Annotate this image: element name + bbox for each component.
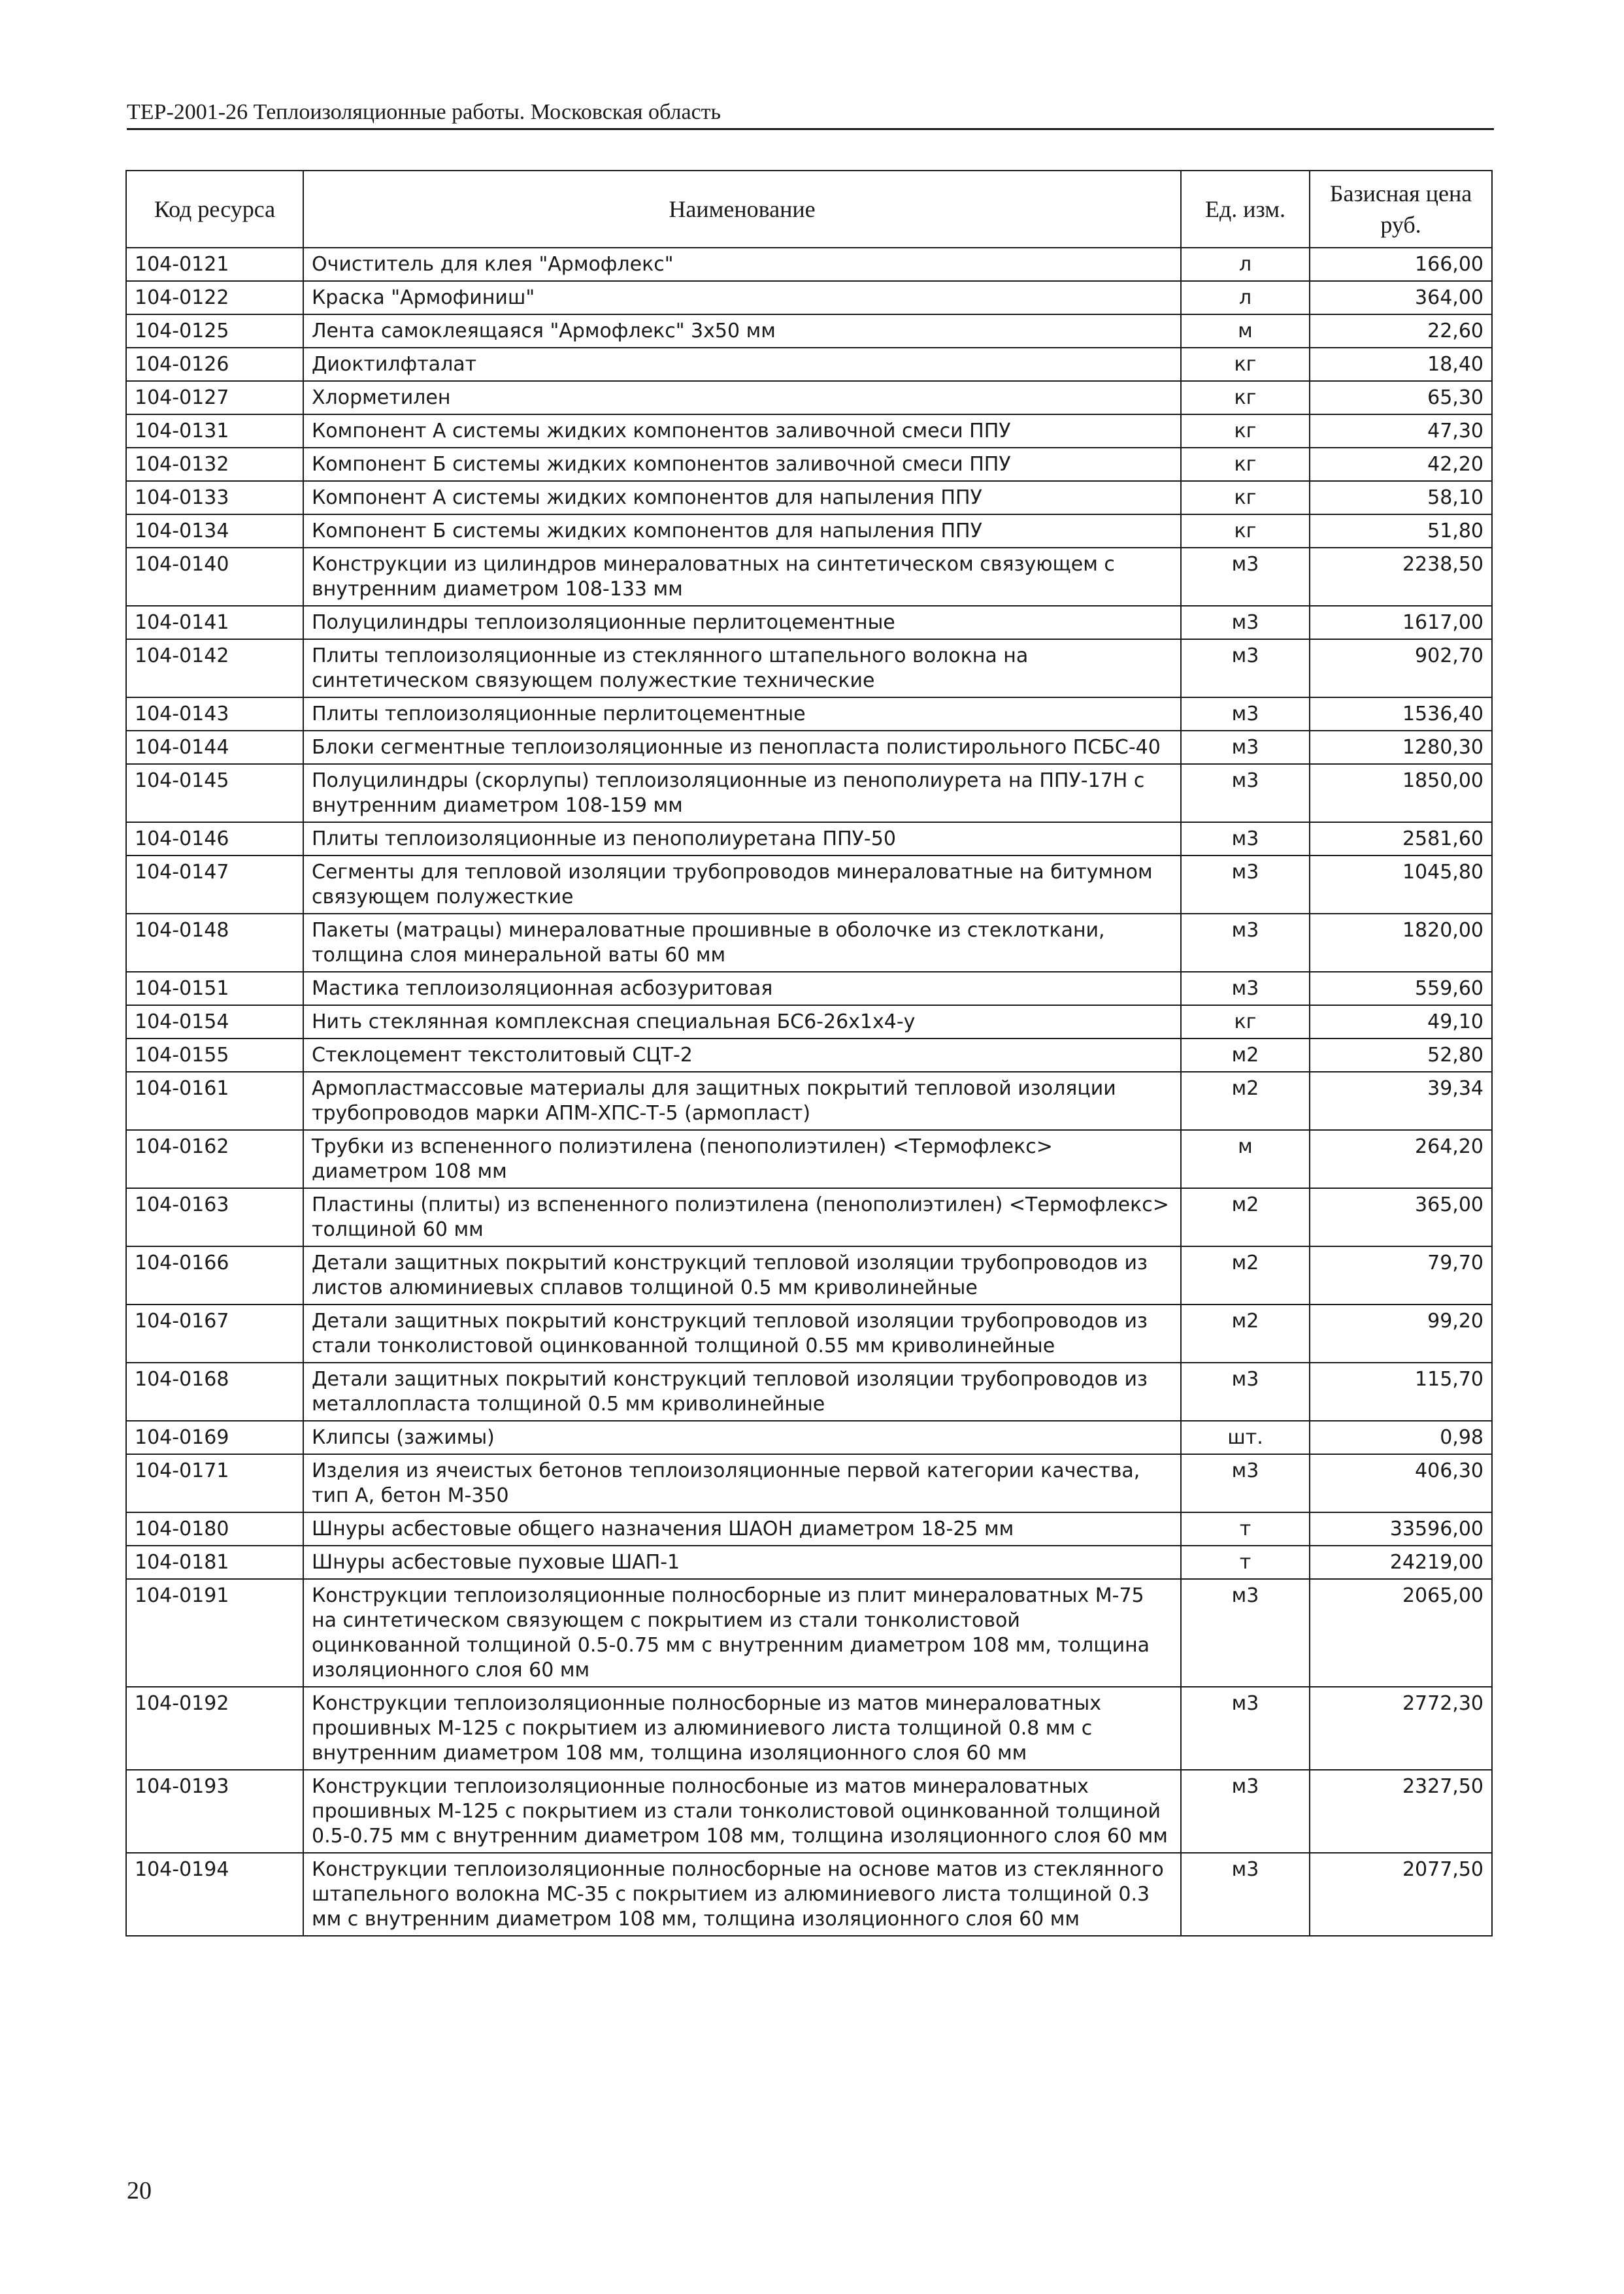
price-cell: 1617,00 [1310, 606, 1492, 639]
resource-code-cell: 104-0180 [126, 1512, 303, 1546]
page-header [127, 99, 1494, 130]
price-cell: 365,00 [1310, 1188, 1492, 1246]
table-row [126, 248, 1492, 281]
resource-name-cell: Трубки из вспененного полиэтилена (пенополиэтилен) <Термофлекс> диаметром 108 мм [303, 1130, 1181, 1188]
table-row [126, 1770, 1492, 1853]
unit-cell: кг [1181, 448, 1310, 481]
resource-name-cell: Детали защитных покрытий конструкций тепловой изоляции трубопроводов из листов алюминиевых сплавов толщиной 0.5 мм криволинейные [303, 1246, 1181, 1305]
price-cell: 902,70 [1310, 639, 1492, 697]
document-title: ТЕР-2001-26 Теплоизоляционные работы. Московская область [127, 100, 721, 124]
resource-code-cell: 104-0140 [126, 548, 303, 606]
table-row [126, 1853, 1492, 1936]
resource-name-cell: Очиститель для клея "Армофлекс" [303, 248, 1181, 281]
column-header-price: Базисная цена руб. [1310, 171, 1492, 248]
resource-code-cell: 104-0146 [126, 822, 303, 856]
unit-cell: кг [1181, 1005, 1310, 1039]
table-row [126, 1454, 1492, 1512]
column-header-unit: Ед. изм. [1181, 171, 1310, 248]
unit-cell: м3 [1181, 1770, 1310, 1853]
resource-code-cell: 104-0161 [126, 1072, 303, 1130]
resource-name-cell: Полуцилиндры (скорлупы) теплоизоляционные из пенополиурета на ППУ-17Н с внутренним диаметром 108-159 мм [303, 764, 1181, 822]
unit-cell: м3 [1181, 972, 1310, 1005]
resource-code-cell: 104-0192 [126, 1687, 303, 1770]
unit-cell: м2 [1181, 1246, 1310, 1305]
resource-name-cell: Компонент Б системы жидких компонентов для напыления ППУ [303, 514, 1181, 548]
resource-code-cell: 104-0141 [126, 606, 303, 639]
price-cell: 51,80 [1310, 514, 1492, 548]
table-row [126, 731, 1492, 764]
price-cell: 166,00 [1310, 248, 1492, 281]
table-row [126, 639, 1492, 697]
unit-cell: шт. [1181, 1421, 1310, 1454]
resource-name-cell: Конструкции теплоизоляционные полносборные из плит минераловатных М-75 на синтетическом связующем с покрытием из стали тонколистовой оцинкованной толщиной 0.5-0.75 мм с внутренним диаметром 108 мм, толщина изоляционного слоя 60 мм [303, 1579, 1181, 1687]
resource-code-cell: 104-0126 [126, 348, 303, 381]
unit-cell: м2 [1181, 1188, 1310, 1246]
table-row [126, 1687, 1492, 1770]
resource-name-cell: Нить стеклянная комплексная специальная БС6-26х1х4-у [303, 1005, 1181, 1039]
table-row [126, 606, 1492, 639]
table-row [126, 281, 1492, 314]
price-cell: 115,70 [1310, 1363, 1492, 1421]
unit-cell: м3 [1181, 914, 1310, 972]
unit-cell: м2 [1181, 1039, 1310, 1072]
unit-cell: т [1181, 1512, 1310, 1546]
price-cell: 0,98 [1310, 1421, 1492, 1454]
unit-cell: м3 [1181, 697, 1310, 731]
column-header-code: Код ресурса [126, 171, 303, 248]
price-cell: 559,60 [1310, 972, 1492, 1005]
price-cell: 39,34 [1310, 1072, 1492, 1130]
resource-name-cell: Плиты теплоизоляционные перлитоцементные [303, 697, 1181, 731]
table-row [126, 1130, 1492, 1188]
page-number: 20 [127, 2177, 152, 2204]
unit-cell: м2 [1181, 1072, 1310, 1130]
resource-name-cell: Лента самоклеящаяся "Армофлекс" 3х50 мм [303, 314, 1181, 348]
resource-name-cell: Конструкции теплоизоляционные полносбоные из матов минераловатных прошивных М-125 с покрытием из стали тонколистовой оцинкованной толщиной 0.5-0.75 мм с внутренним диаметром 108 мм, толщина изоляционного слоя 60 мм [303, 1770, 1181, 1853]
resource-name-cell: Мастика теплоизоляционная асбозуритовая [303, 972, 1181, 1005]
resource-code-cell: 104-0122 [126, 281, 303, 314]
resource-code-cell: 104-0148 [126, 914, 303, 972]
table-row [126, 1421, 1492, 1454]
price-cell: 22,60 [1310, 314, 1492, 348]
price-cell: 52,80 [1310, 1039, 1492, 1072]
resource-name-cell: Шнуры асбестовые пуховые ШАП-1 [303, 1546, 1181, 1579]
table-row [126, 448, 1492, 481]
price-cell: 24219,00 [1310, 1546, 1492, 1579]
price-cell: 99,20 [1310, 1305, 1492, 1363]
table-row [126, 1039, 1492, 1072]
unit-cell: м3 [1181, 764, 1310, 822]
table-row [126, 764, 1492, 822]
table-row [126, 314, 1492, 348]
resource-name-cell: Изделия из ячеистых бетонов теплоизоляционные первой категории качества, тип А, бетон М-350 [303, 1454, 1181, 1512]
unit-cell: м3 [1181, 1454, 1310, 1512]
resource-code-cell: 104-0147 [126, 856, 303, 914]
price-cell: 58,10 [1310, 481, 1492, 514]
resource-code-cell: 104-0121 [126, 248, 303, 281]
price-cell: 33596,00 [1310, 1512, 1492, 1546]
resource-code-cell: 104-0166 [126, 1246, 303, 1305]
resource-code-cell: 104-0154 [126, 1005, 303, 1039]
price-cell: 1045,80 [1310, 856, 1492, 914]
resource-name-cell: Шнуры асбестовые общего назначения ШАОН диаметром 18-25 мм [303, 1512, 1181, 1546]
resource-code-cell: 104-0181 [126, 1546, 303, 1579]
unit-cell: м [1181, 1130, 1310, 1188]
resource-code-cell: 104-0162 [126, 1130, 303, 1188]
unit-cell: м3 [1181, 1853, 1310, 1936]
table-row [126, 1188, 1492, 1246]
unit-cell: л [1181, 248, 1310, 281]
resource-code-cell: 104-0131 [126, 414, 303, 448]
price-cell: 1536,40 [1310, 697, 1492, 731]
unit-cell: м3 [1181, 606, 1310, 639]
price-cell: 1280,30 [1310, 731, 1492, 764]
resource-code-cell: 104-0194 [126, 1853, 303, 1936]
table-row [126, 514, 1492, 548]
resource-code-cell: 104-0145 [126, 764, 303, 822]
resource-name-cell: Конструкции теплоизоляционные полносборные из матов минераловатных прошивных М-125 с покрытием из алюминиевого листа толщиной 0.8 мм с внутренним диаметром 108 мм, толщина изоляционного слоя 60 мм [303, 1687, 1181, 1770]
price-cell: 264,20 [1310, 1130, 1492, 1188]
table-row [126, 822, 1492, 856]
price-cell: 2238,50 [1310, 548, 1492, 606]
resource-name-cell: Краска "Армофиниш" [303, 281, 1181, 314]
resource-name-cell: Конструкции из цилиндров минераловатных на синтетическом связующем с внутренним диаметром 108-133 мм [303, 548, 1181, 606]
price-cell: 42,20 [1310, 448, 1492, 481]
resource-name-cell: Компонент Б системы жидких компонентов заливочной смеси ППУ [303, 448, 1181, 481]
price-cell: 2581,60 [1310, 822, 1492, 856]
table-row [126, 1305, 1492, 1363]
table-row [126, 1512, 1492, 1546]
price-cell: 2772,30 [1310, 1687, 1492, 1770]
resource-code-cell: 104-0169 [126, 1421, 303, 1454]
price-cell: 2077,50 [1310, 1853, 1492, 1936]
table-row [126, 1579, 1492, 1687]
table-row [126, 381, 1492, 414]
table-row [126, 1072, 1492, 1130]
unit-cell: кг [1181, 481, 1310, 514]
unit-cell: м3 [1181, 1579, 1310, 1687]
unit-cell: кг [1181, 514, 1310, 548]
resource-code-cell: 104-0134 [126, 514, 303, 548]
resource-name-cell: Конструкции теплоизоляционные полносборные на основе матов из стеклянного штапельного волокна МС-35 с покрытием из алюминиевого листа толщиной 0.3 мм с внутренним диаметром 108 мм, толщина изоляционного слоя 60 мм [303, 1853, 1181, 1936]
resource-code-cell: 104-0143 [126, 697, 303, 731]
resource-name-cell: Клипсы (зажимы) [303, 1421, 1181, 1454]
unit-cell: м3 [1181, 548, 1310, 606]
unit-cell: м [1181, 314, 1310, 348]
resource-name-cell: Диоктилфталат [303, 348, 1181, 381]
resource-code-cell: 104-0163 [126, 1188, 303, 1246]
resource-code-cell: 104-0167 [126, 1305, 303, 1363]
resource-code-cell: 104-0168 [126, 1363, 303, 1421]
table-row [126, 348, 1492, 381]
price-cell: 1850,00 [1310, 764, 1492, 822]
table-row [126, 548, 1492, 606]
table-row [126, 1546, 1492, 1579]
unit-cell: м2 [1181, 1305, 1310, 1363]
unit-cell: кг [1181, 381, 1310, 414]
resource-name-cell: Сегменты для тепловой изоляции трубопроводов минераловатные на битумном связующем полужесткие [303, 856, 1181, 914]
table-row [126, 1363, 1492, 1421]
resource-name-cell: Блоки сегментные теплоизоляционные из пенопласта полистирольного ПСБС-40 [303, 731, 1181, 764]
unit-cell: м3 [1181, 856, 1310, 914]
resource-code-cell: 104-0144 [126, 731, 303, 764]
table-row [126, 1005, 1492, 1039]
table-body [126, 248, 1492, 1936]
resource-name-cell: Плиты теплоизоляционные из стеклянного штапельного волокна на синтетическом связующем полужесткие технические [303, 639, 1181, 697]
resource-name-cell: Компонент А системы жидких компонентов для напыления ППУ [303, 481, 1181, 514]
unit-cell: м3 [1181, 822, 1310, 856]
table-header-row [126, 171, 1492, 248]
resource-name-cell: Детали защитных покрытий конструкций тепловой изоляции трубопроводов из стали тонколистовой оцинкованной толщиной 0.55 мм криволинейные [303, 1305, 1181, 1363]
resource-code-cell: 104-0125 [126, 314, 303, 348]
resource-code-cell: 104-0127 [126, 381, 303, 414]
resource-name-cell: Детали защитных покрытий конструкций тепловой изоляции трубопроводов из металлопласта толщиной 0.5 мм криволинейные [303, 1363, 1181, 1421]
price-cell: 406,30 [1310, 1454, 1492, 1512]
resource-code-cell: 104-0151 [126, 972, 303, 1005]
resource-name-cell: Пакеты (матрацы) минераловатные прошивные в оболочке из стеклоткани, толщина слоя минеральной ваты 60 мм [303, 914, 1181, 972]
resource-name-cell: Хлорметилен [303, 381, 1181, 414]
table-row [126, 914, 1492, 972]
resource-name-cell: Стеклоцемент текстолитовый СЦТ-2 [303, 1039, 1181, 1072]
unit-cell: кг [1181, 348, 1310, 381]
resource-code-cell: 104-0193 [126, 1770, 303, 1853]
resource-code-cell: 104-0191 [126, 1579, 303, 1687]
table-row [126, 414, 1492, 448]
table-row [126, 697, 1492, 731]
resource-name-cell: Компонент А системы жидких компонентов заливочной смеси ППУ [303, 414, 1181, 448]
unit-cell: л [1181, 281, 1310, 314]
resource-code-cell: 104-0155 [126, 1039, 303, 1072]
resource-name-cell: Плиты теплоизоляционные из пенополиуретана ППУ-50 [303, 822, 1181, 856]
price-cell: 2065,00 [1310, 1579, 1492, 1687]
price-cell: 47,30 [1310, 414, 1492, 448]
resource-name-cell: Армопластмассовые материалы для защитных покрытий тепловой изоляции трубопроводов марки АПМ-ХПС-Т-5 (армопласт) [303, 1072, 1181, 1130]
resource-name-cell: Пластины (плиты) из вспененного полиэтилена (пенополиэтилен) <Термофлекс> толщиной 60 мм [303, 1188, 1181, 1246]
table-row [126, 972, 1492, 1005]
resource-price-table [125, 170, 1493, 1937]
column-header-name: Наименование [303, 171, 1181, 248]
table-row [126, 856, 1492, 914]
unit-cell: т [1181, 1546, 1310, 1579]
resource-code-cell: 104-0132 [126, 448, 303, 481]
resource-code-cell: 104-0142 [126, 639, 303, 697]
unit-cell: кг [1181, 414, 1310, 448]
price-cell: 65,30 [1310, 381, 1492, 414]
resource-code-cell: 104-0171 [126, 1454, 303, 1512]
price-cell: 18,40 [1310, 348, 1492, 381]
price-cell: 2327,50 [1310, 1770, 1492, 1853]
table-row [126, 1246, 1492, 1305]
table-row [126, 481, 1492, 514]
unit-cell: м3 [1181, 731, 1310, 764]
resource-code-cell: 104-0133 [126, 481, 303, 514]
price-cell: 49,10 [1310, 1005, 1492, 1039]
resource-name-cell: Полуцилиндры теплоизоляционные перлитоцементные [303, 606, 1181, 639]
unit-cell: м3 [1181, 1687, 1310, 1770]
price-cell: 1820,00 [1310, 914, 1492, 972]
unit-cell: м3 [1181, 639, 1310, 697]
unit-cell: м3 [1181, 1363, 1310, 1421]
price-cell: 364,00 [1310, 281, 1492, 314]
price-cell: 79,70 [1310, 1246, 1492, 1305]
